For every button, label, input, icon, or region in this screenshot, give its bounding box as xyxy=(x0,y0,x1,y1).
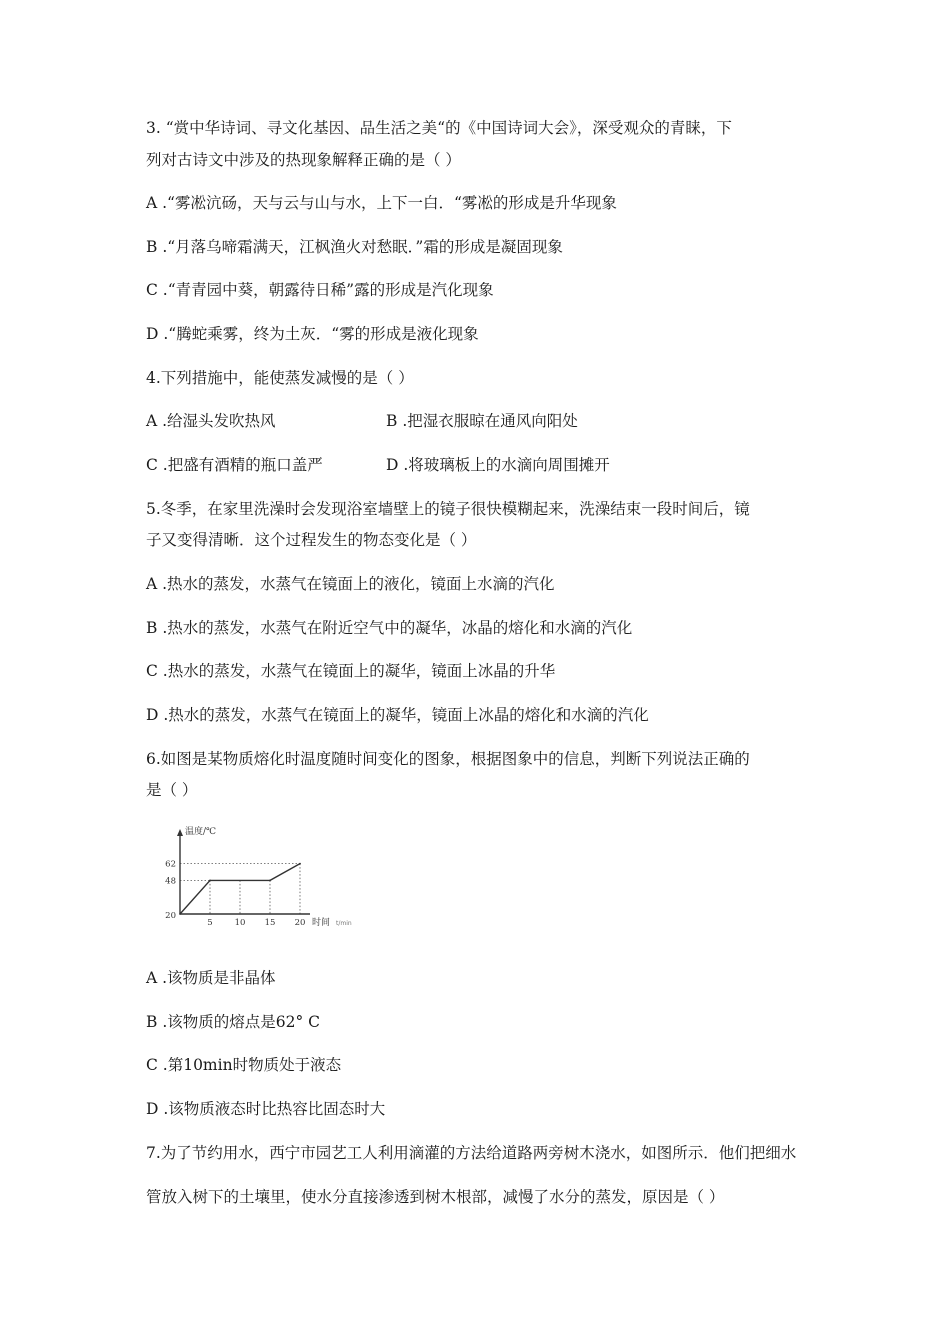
q5-option-c: C .热水的蒸发，水蒸气在镜面上的凝华，镜面上冰晶的升华 xyxy=(146,662,556,680)
q4-option-a: A .给湿头发吹热风 xyxy=(146,412,276,430)
q3-option-d: D .“腾蛇乘雾，终为土灰．“雾的形成是液化现象 xyxy=(146,325,479,343)
data-point xyxy=(209,880,211,882)
q5-option-d: D .热水的蒸发，水蒸气在镜面上的凝华，镜面上冰晶的熔化和水滴的汽化 xyxy=(146,706,649,724)
q5-stem-line2: 子又变得清晰．这个过程发生的物态变化是（ ） xyxy=(146,531,477,549)
q5-stem-line1: 5.冬季，在家里洗澡时会发现浴室墙壁上的镜子很快模糊起来，洗澡结束一段时间后，镜 xyxy=(146,500,750,518)
data-point xyxy=(179,913,181,915)
x-tick-15: 15 xyxy=(264,918,276,928)
q3-option-a: A .“雾凇沆砀，天与云与山与水，上下一白．“雾凇的形成是升华现象 xyxy=(146,194,617,212)
data-point xyxy=(269,880,271,882)
x-tick-20: 20 xyxy=(294,918,306,928)
x-axis-label: 时间 xyxy=(312,918,331,928)
y-tick-20: 20 xyxy=(165,911,176,921)
q6-option-d: D .该物质液态时比热容比固态时大 xyxy=(146,1100,386,1118)
q7-stem: 7.为了节约用水，西宁市园艺工人利用滴灌的方法给道路两旁树木浇水，如图所示．他们把细水管放入树下的土壤里，使水分直接渗透到树木根部，减慢了水分的蒸发，原因是（ ） xyxy=(146,1144,797,1206)
q6-stem-line2: 是（ ） xyxy=(146,781,198,799)
q5-option-a: A .热水的蒸发，水蒸气在镜面上的液化，镜面上水滴的汽化 xyxy=(146,575,555,593)
y-tick-62: 62 xyxy=(165,859,176,870)
q6-stem-line1: 6.如图是某物质熔化时温度随时间变化的图象，根据图象中的信息，判断下列说法正确的 xyxy=(146,750,750,768)
q6-option-c: C .第10min时物质处于液态 xyxy=(146,1056,342,1074)
melting-curve-svg xyxy=(160,822,360,930)
q4-stem: 4.下列措施中，能使蒸发减慢的是（ ） xyxy=(146,369,414,387)
q3-option-b: B .“月落乌啼霜满天，江枫渔火对愁眠．”霜的形成是凝固现象 xyxy=(146,238,563,256)
x-tick-5: 5 xyxy=(207,918,213,928)
q3-option-c: C .“青青园中葵，朝露待日稀”露的形成是汽化现象 xyxy=(146,281,494,299)
chart-guides xyxy=(180,864,300,914)
data-point xyxy=(299,863,301,865)
x-tick-10: 10 xyxy=(234,918,246,928)
q6-option-a: A .该物质是非晶体 xyxy=(146,969,276,987)
chart-tick-labels xyxy=(165,860,305,928)
q4-option-b: B .把湿衣服晾在通风向阳处 xyxy=(386,412,578,430)
melting-curve-chart xyxy=(160,822,360,930)
q3-stem-line1: 3. “赏中华诗词、寻文化基因、品生活之美“的《中国诗词大会》，深受观众的青睐，下 xyxy=(146,119,732,137)
q6-option-b: B .该物质的熔点是62° C xyxy=(146,1013,321,1031)
q4-option-c: C .把盛有酒精的瓶口盖严 xyxy=(146,456,323,474)
q3-stem-line2: 列对古诗文中涉及的热现象解释正确的是（ ） xyxy=(146,151,461,169)
y-tick-48: 48 xyxy=(165,876,176,887)
y-axis-label: 温度/℃ xyxy=(185,827,217,837)
q4-option-d: D .将玻璃板上的水滴向周围摊开 xyxy=(386,456,610,474)
y-axis-arrow xyxy=(177,829,183,836)
q5-option-b: B .热水的蒸发，水蒸气在附近空气中的凝华，冰晶的熔化和水滴的汽化 xyxy=(146,619,633,637)
x-axis-unit: t/min xyxy=(336,920,352,927)
